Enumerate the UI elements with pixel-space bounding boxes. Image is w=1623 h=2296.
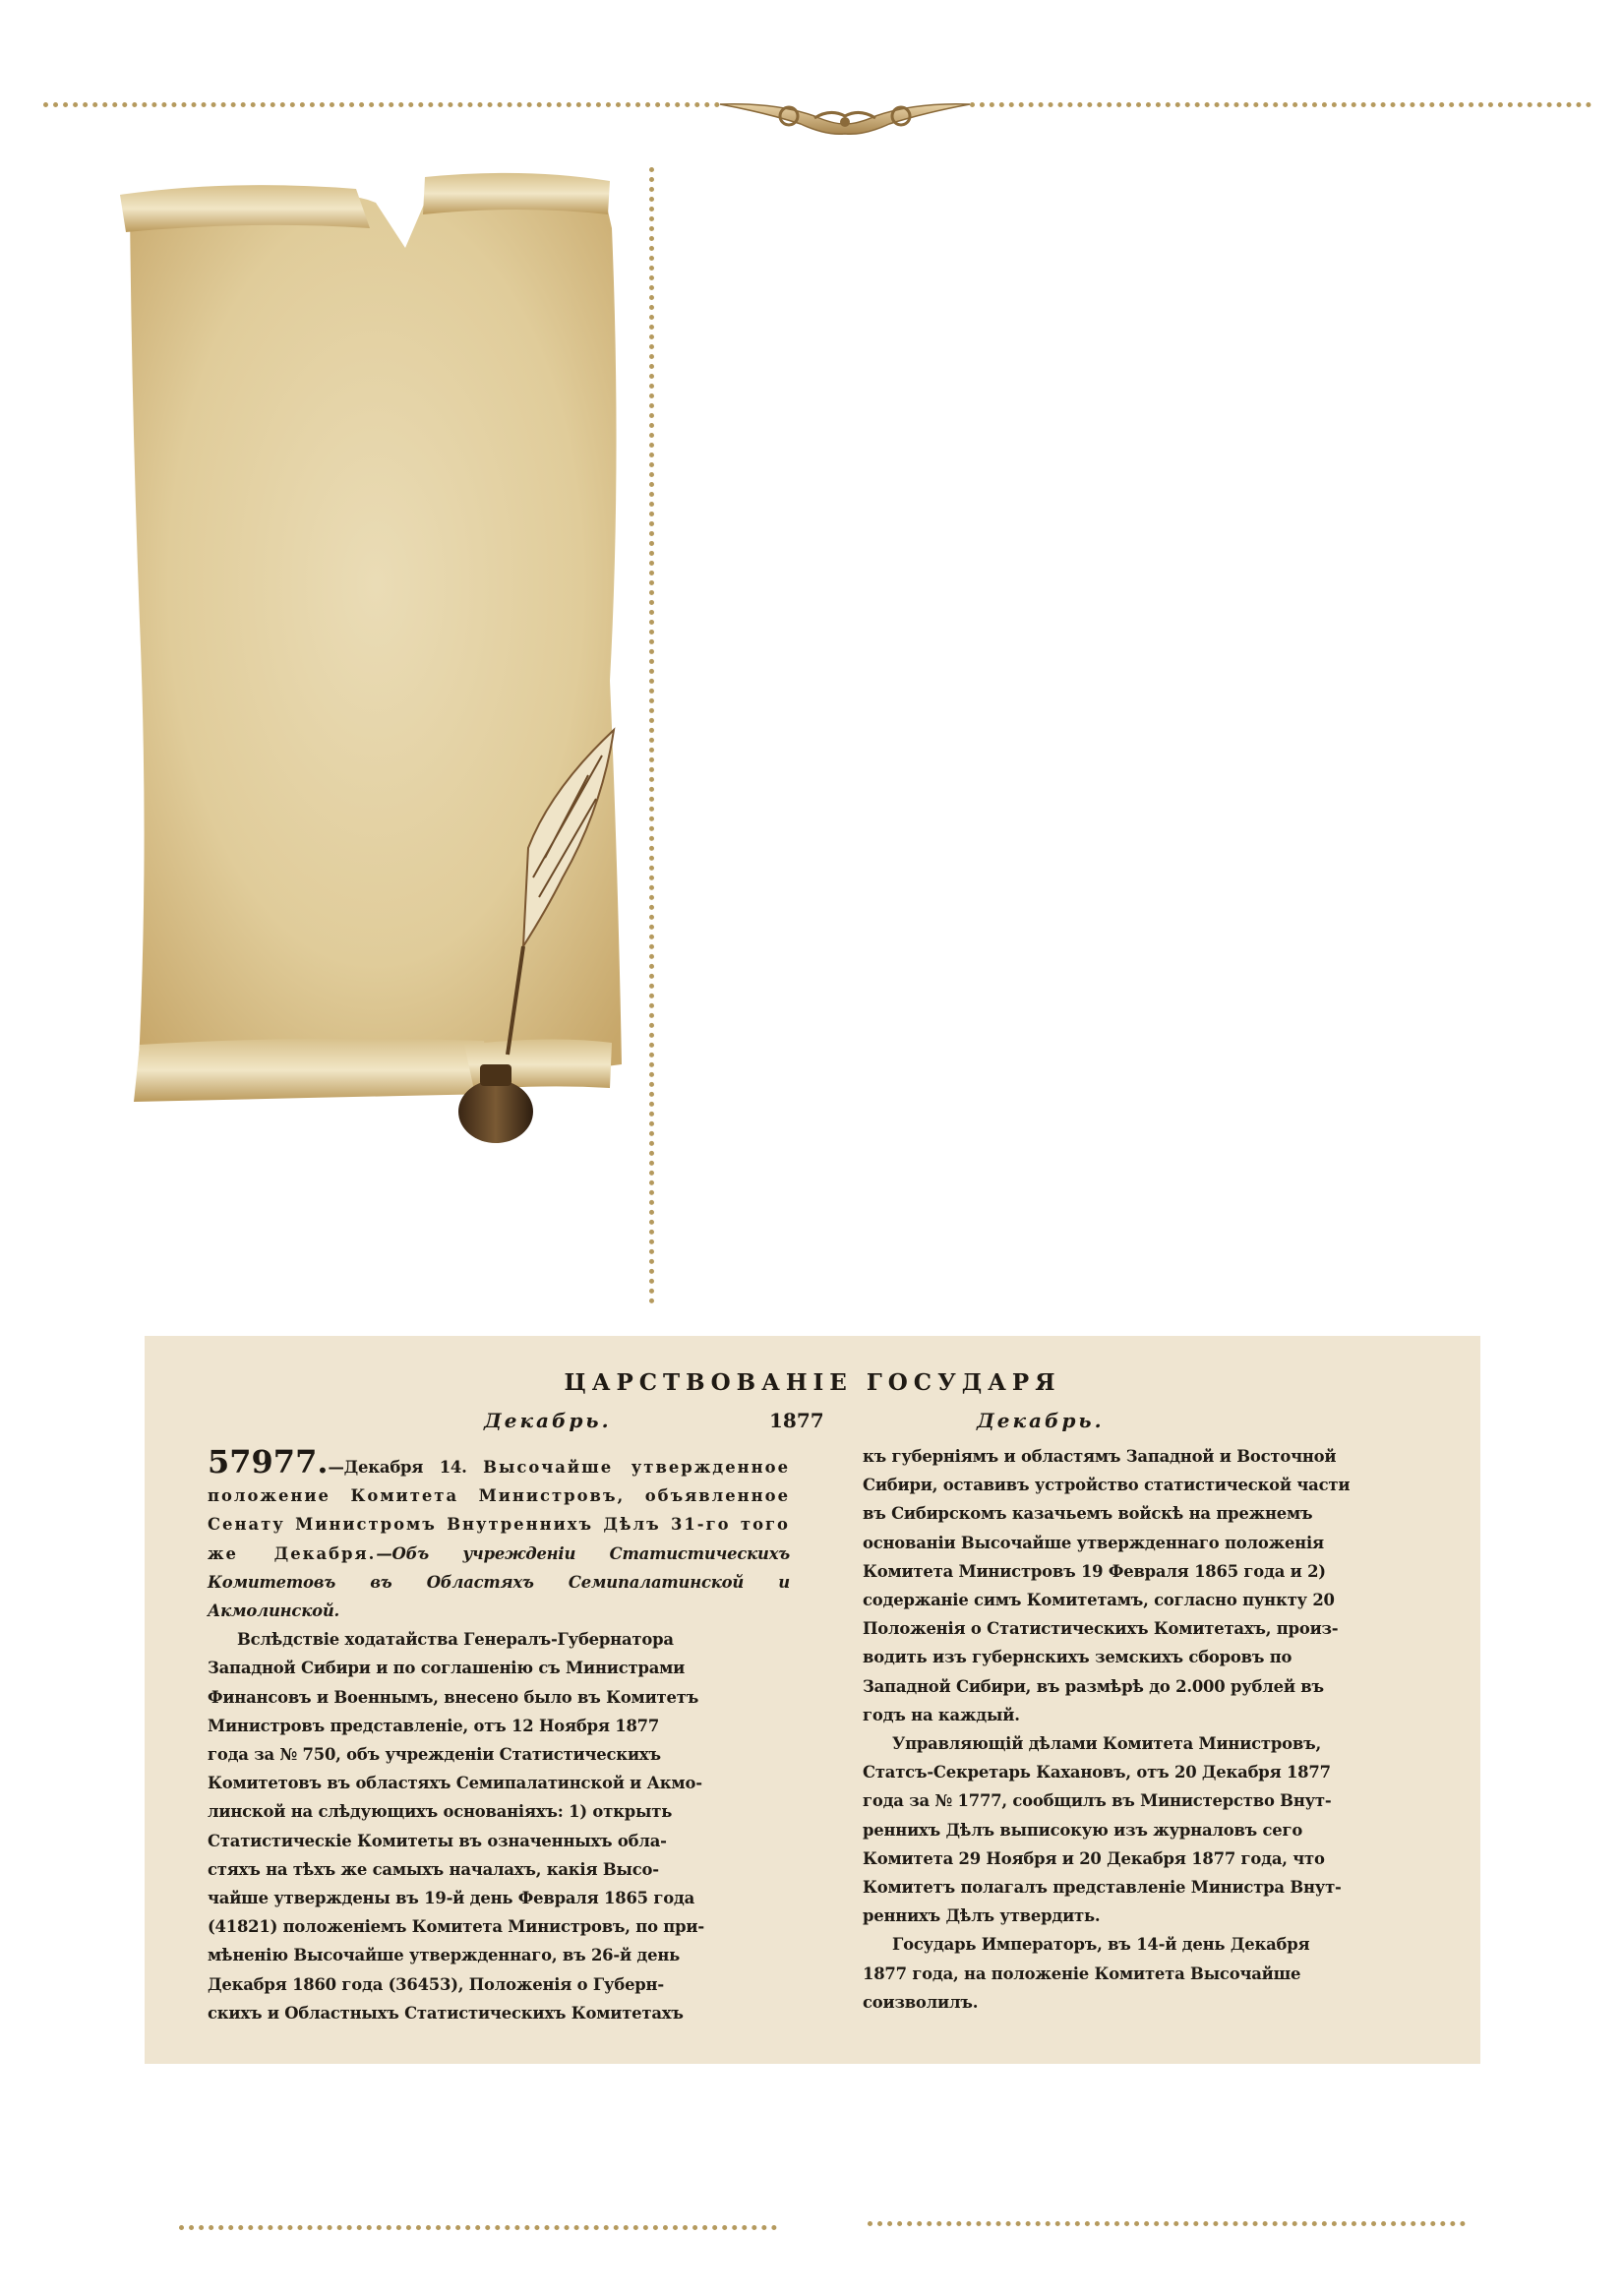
flourish-ornament-icon: [716, 94, 974, 142]
left-column-body: [208, 1625, 790, 2027]
right-paragraph-2: [863, 1729, 1445, 1930]
text-line: содержаніе симъ Комитетамъ, согласно пункту 20: [863, 1591, 1335, 1610]
text-line: Западной Сибири и по соглашенію съ Министрами: [208, 1659, 686, 1678]
text-line: мѣненію Высочайше утвержденнаго, въ 26-й день: [208, 1946, 681, 1965]
left-month-label: Декабрь.: [484, 1409, 612, 1432]
text-line: 1877 года, на положеніе Комитета Высочайше: [863, 1964, 1301, 1983]
text-line: Комитетъ полагалъ представленіе Министра Внут-: [863, 1878, 1342, 1898]
text-line: стяхъ на тѣхъ же самыхъ началахъ, какія Высо-: [208, 1859, 659, 1879]
text-line: Статистическіе Комитеты въ означенныхъ обла-: [208, 1831, 667, 1850]
text-line: Западной Сибири, въ размѣрѣ до 2.000 рублей въ: [863, 1676, 1324, 1696]
text-line: реннихъ Дѣлъ утвердить.: [863, 1906, 1101, 1926]
text-line: водить изъ губернскихъ земскихъ сборовъ по: [863, 1648, 1292, 1667]
left-column: [208, 1443, 790, 2027]
text-line: въ Сибирскомъ казачьемъ войскѣ на прежнемъ: [863, 1504, 1313, 1524]
right-month-label: Декабрь.: [977, 1409, 1105, 1432]
top-dotted-rule-right: [970, 102, 1592, 107]
text-line: реннихъ Дѣлъ выписокую изъ журналовъ сего: [863, 1820, 1303, 1840]
text-line: года за № 1777, сообщилъ въ Министерство Внут-: [863, 1791, 1332, 1811]
text-line: годъ на каждый.: [863, 1705, 1020, 1724]
text-line: Управляющій дѣлами Комитета Министровъ,: [892, 1734, 1321, 1754]
text-line: Положенія о Статистическихъ Комитетахъ, произ-: [863, 1619, 1339, 1639]
document-date: —Декабря 14.: [328, 1458, 484, 1477]
text-line: основаніи Высочайше утвержденнаго положенія: [863, 1533, 1324, 1552]
right-paragraph-1: [863, 1442, 1445, 1729]
text-line: линской на слѣдующихъ основаніяхъ: 1) открыть: [208, 1802, 673, 1822]
text-line: Сибири, оставивъ устройство статистической части: [863, 1476, 1351, 1495]
clipping-heading: ЦАРСТВОВАНІЕ ГОСУДАРЯ: [564, 1369, 1061, 1396]
text-line: скихъ и Областныхъ Статистическихъ Комитетахъ: [208, 2003, 684, 2023]
text-line: (41821) положеніемъ Комитета Министровъ, по при-: [208, 1917, 704, 1937]
bottom-dotted-rule-right: [868, 2221, 1466, 2226]
text-line: Министровъ представленіе, отъ 12 Ноября 1877: [208, 1716, 660, 1735]
document-title-text: Высочайше утвержденное положение Комитета Министровъ, объявленное Сенату Министромъ Внутреннихъ Дѣлъ 31-го того же Декабря.: [208, 1458, 790, 1563]
text-line: къ губерніямъ и областямъ Западной и Восточной: [863, 1447, 1337, 1466]
document-clipping: [145, 1336, 1480, 2064]
text-line: Вслѣдствіе ходатайства Генералъ-Губернатора: [237, 1630, 674, 1650]
text-line: соизволилъ.: [863, 1992, 979, 2012]
text-line: года за № 750, объ учрежденіи Статистическихъ: [208, 1745, 661, 1765]
right-paragraph-3: [863, 1930, 1445, 2017]
text-line: Финансовъ и Военнымъ, внесено было въ Комитетъ: [208, 1687, 699, 1707]
text-line: Государь Императоръ, въ 14-й день Декабря: [892, 1935, 1310, 1955]
text-line: Комитета 29 Ноября и 20 Декабря 1877 года, что: [863, 1848, 1325, 1868]
text-line: Комитета Министровъ 19 Февраля 1865 года и 2): [863, 1561, 1326, 1581]
text-line: чайше утверждены въ 19-й день Февраля 1865 года: [208, 1889, 695, 1908]
text-line: Комитетовъ въ областяхъ Семипалатинской и Акмо-: [208, 1774, 702, 1793]
document-title: [208, 1443, 790, 1625]
text-line: Статсъ-Секретарь Кахановъ, отъ 20 Декабря 1877: [863, 1763, 1331, 1782]
document-subject: —Объ учрежденіи Статистическихъ Комитетовъ въ Областяхъ Семипалатинской и Акмолинской.: [208, 1543, 790, 1621]
document-number: 57977.: [208, 1443, 329, 1480]
parchment-scroll-icon: [110, 169, 641, 1153]
year-label: 1877: [769, 1409, 824, 1432]
top-dotted-rule-left: [43, 102, 720, 107]
vertical-dotted-rule: [649, 167, 654, 1304]
right-column: [863, 1442, 1445, 2017]
text-line: Декабря 1860 года (36453), Положенія о Губерн-: [208, 1974, 664, 1994]
bottom-dotted-rule-left: [179, 2225, 777, 2230]
